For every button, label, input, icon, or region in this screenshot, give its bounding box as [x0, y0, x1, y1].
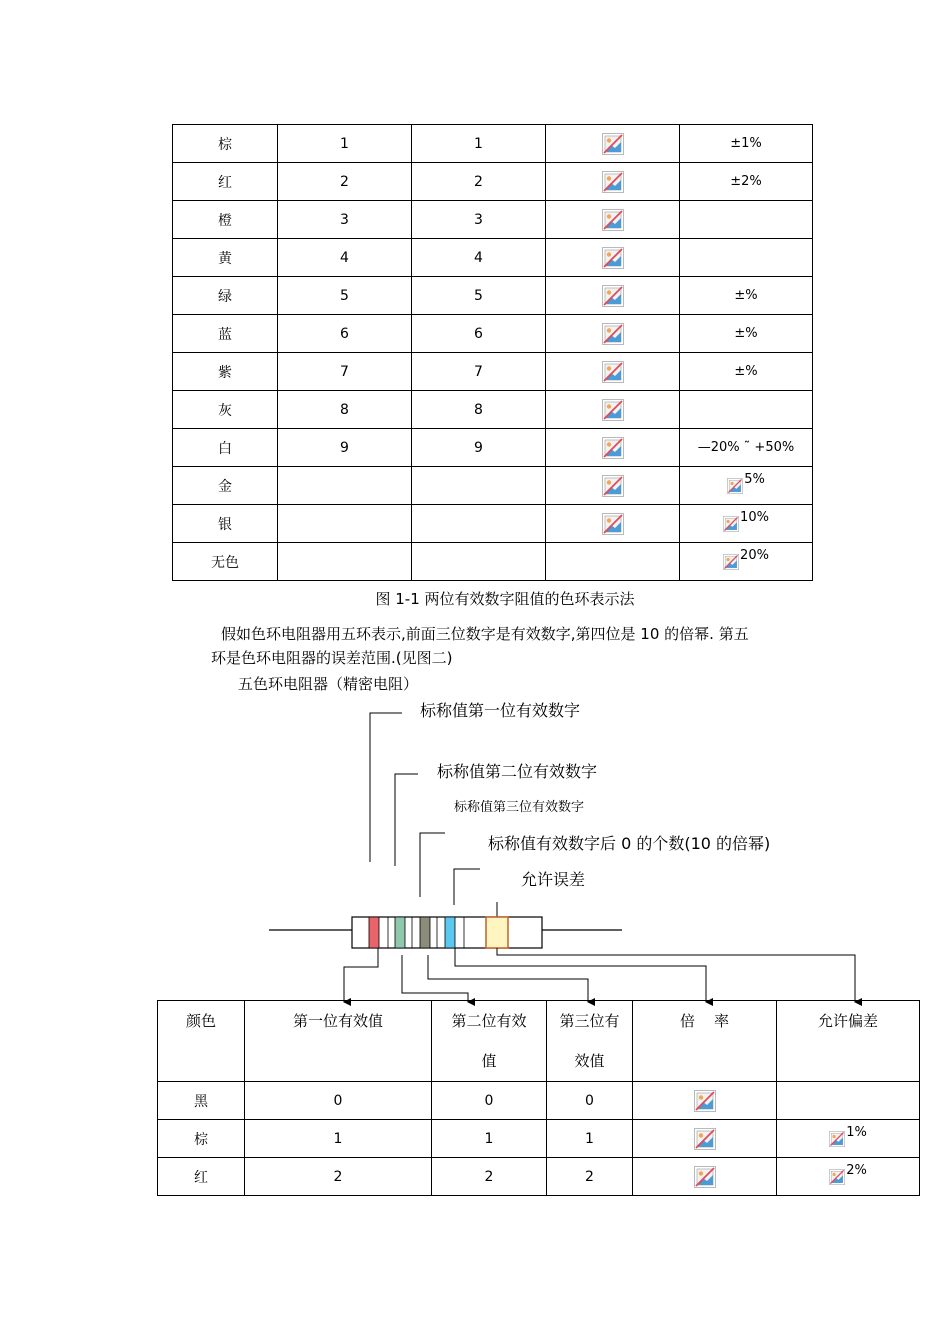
digit2-cell: 0: [432, 1082, 547, 1120]
figure-caption: 图 1-1 两位有效数字阻值的色环表示法: [375, 590, 635, 608]
color-cell: 灰: [173, 391, 278, 429]
color-cell: 棕: [158, 1120, 245, 1158]
header-second-digit: [432, 1001, 547, 1082]
label-multiplier: 标称值有效数字后 0 的个数(10 的倍幂): [488, 834, 771, 853]
color-cell: 银: [173, 505, 278, 543]
broken-image-icon: [694, 1090, 716, 1112]
tolerance-cell: ±%: [680, 353, 813, 391]
five-band-color-code-table: [157, 1000, 920, 1196]
digit3-cell: 0: [547, 1082, 633, 1120]
color-band-5: [486, 917, 508, 948]
header-first-digit-label: 第一位有效值: [292, 1012, 383, 1030]
leader-line-2: [395, 774, 418, 866]
digit2-cell: 2: [412, 163, 546, 201]
digit1-cell: 4: [278, 239, 412, 277]
digit1-cell: 8: [278, 391, 412, 429]
color-cell: 金: [173, 467, 278, 505]
tolerance-value: 1%: [846, 1125, 867, 1140]
color-band-1: [369, 917, 379, 948]
digit3-cell: 1: [547, 1120, 633, 1158]
color-band-2: [395, 917, 405, 948]
header-multiplier: [633, 1001, 777, 1082]
digit1-cell: 2: [245, 1158, 432, 1196]
tolerance-cell: —20% ˜ +50%: [680, 429, 813, 467]
arrow-band1: [344, 948, 378, 1002]
color-cell: 无色: [173, 543, 278, 581]
color-cell: 红: [158, 1158, 245, 1196]
digit1-cell: 7: [278, 353, 412, 391]
label-second-digit: 标称值第二位有效数字: [437, 762, 598, 781]
header-tolerance-label: 允许偏差: [817, 1012, 878, 1030]
color-cell: 紫: [173, 353, 278, 391]
digit1-cell: 6: [278, 315, 412, 353]
header-tolerance: [777, 1001, 920, 1082]
tolerance-cell: ±%: [680, 315, 813, 353]
table-row: [158, 1082, 920, 1120]
broken-image-icon: [694, 1166, 716, 1188]
color-cell: 绿: [173, 277, 278, 315]
digit1-cell: 5: [278, 277, 412, 315]
digit1-cell: 3: [278, 201, 412, 239]
tolerance-cell: ±1%: [680, 125, 813, 163]
tolerance-cell: [777, 1158, 920, 1196]
digit2-cell: 9: [412, 429, 546, 467]
header-multiplier-label: 倍 率: [679, 1012, 730, 1030]
leader-line-5: [454, 869, 480, 905]
digit3-cell: 2: [547, 1158, 633, 1196]
tolerance-value: 5%: [744, 472, 765, 487]
digit1-cell: 1: [245, 1120, 432, 1158]
arrow-band3: [428, 955, 588, 1002]
multiplier-cell: [633, 1120, 777, 1158]
label-first-digit: 标称值第一位有效数字: [420, 701, 581, 720]
digit1-cell: 2: [278, 163, 412, 201]
label-tolerance: 允许误差: [521, 870, 586, 889]
digit1-cell: 9: [278, 429, 412, 467]
color-cell: 红: [173, 163, 278, 201]
color-cell: 橙: [173, 201, 278, 239]
tolerance-cell: ±%: [680, 277, 813, 315]
color-cell: 黑: [158, 1082, 245, 1120]
tolerance-cell: ±2%: [680, 163, 813, 201]
table-header-row: [158, 1001, 920, 1082]
leader-line-1: [370, 713, 402, 862]
multiplier-cell: [633, 1158, 777, 1196]
header-third-digit-line2: 效值: [574, 1052, 605, 1070]
header-third-digit: [547, 1001, 633, 1082]
section-subtitle: 五色环电阻器（精密电阻）: [238, 675, 419, 693]
table-row: [158, 1158, 920, 1196]
color-band-4: [445, 917, 455, 948]
broken-image-icon: [829, 1131, 845, 1147]
header-third-digit-line1: 第三位有: [559, 1012, 620, 1030]
label-third-digit: 标称值第三位有效数字: [454, 800, 585, 815]
color-band-3: [420, 917, 430, 948]
arrow-band5: [497, 948, 855, 1002]
table-row: [158, 1120, 920, 1158]
tolerance-value: 10%: [740, 510, 769, 525]
paragraph-line-2: 环是色环电阻器的误差范围.(见图二): [211, 649, 453, 667]
digit2-cell: 4: [412, 239, 546, 277]
tolerance-value: 20%: [740, 548, 769, 563]
tolerance-cell: [777, 1120, 920, 1158]
paragraph-line-1: 假如色环电阻器用五环表示,前面三位数字是有效数字,第四位是 10 的倍幂. 第五: [221, 625, 749, 643]
header-second-digit-line2: 值: [481, 1052, 497, 1070]
color-cell: 黄: [173, 239, 278, 277]
digit2-cell: 5: [412, 277, 546, 315]
digit2-cell: 6: [412, 315, 546, 353]
header-first-digit: [245, 1001, 432, 1082]
multiplier-cell: [633, 1082, 777, 1120]
color-cell: 蓝: [173, 315, 278, 353]
digit2-cell: 1: [432, 1120, 547, 1158]
leader-line-4: [420, 833, 445, 897]
digit2-cell: 8: [412, 391, 546, 429]
color-cell: 白: [173, 429, 278, 467]
digit2-cell: 3: [412, 201, 546, 239]
broken-image-icon: [694, 1128, 716, 1150]
digit2-cell: 2: [432, 1158, 547, 1196]
header-second-digit-line1: 第二位有效: [451, 1012, 527, 1030]
color-cell: 棕: [173, 125, 278, 163]
tolerance-value: 2%: [846, 1163, 867, 1178]
digit1-cell: 1: [278, 125, 412, 163]
digit2-cell: 1: [412, 125, 546, 163]
header-color-label: 颜色: [185, 1012, 216, 1030]
header-color: [158, 1001, 245, 1082]
digit1-cell: 0: [245, 1082, 432, 1120]
broken-image-icon: [829, 1169, 845, 1185]
tolerance-cell: [777, 1082, 920, 1120]
arrow-band4: [455, 948, 706, 1002]
digit2-cell: 7: [412, 353, 546, 391]
